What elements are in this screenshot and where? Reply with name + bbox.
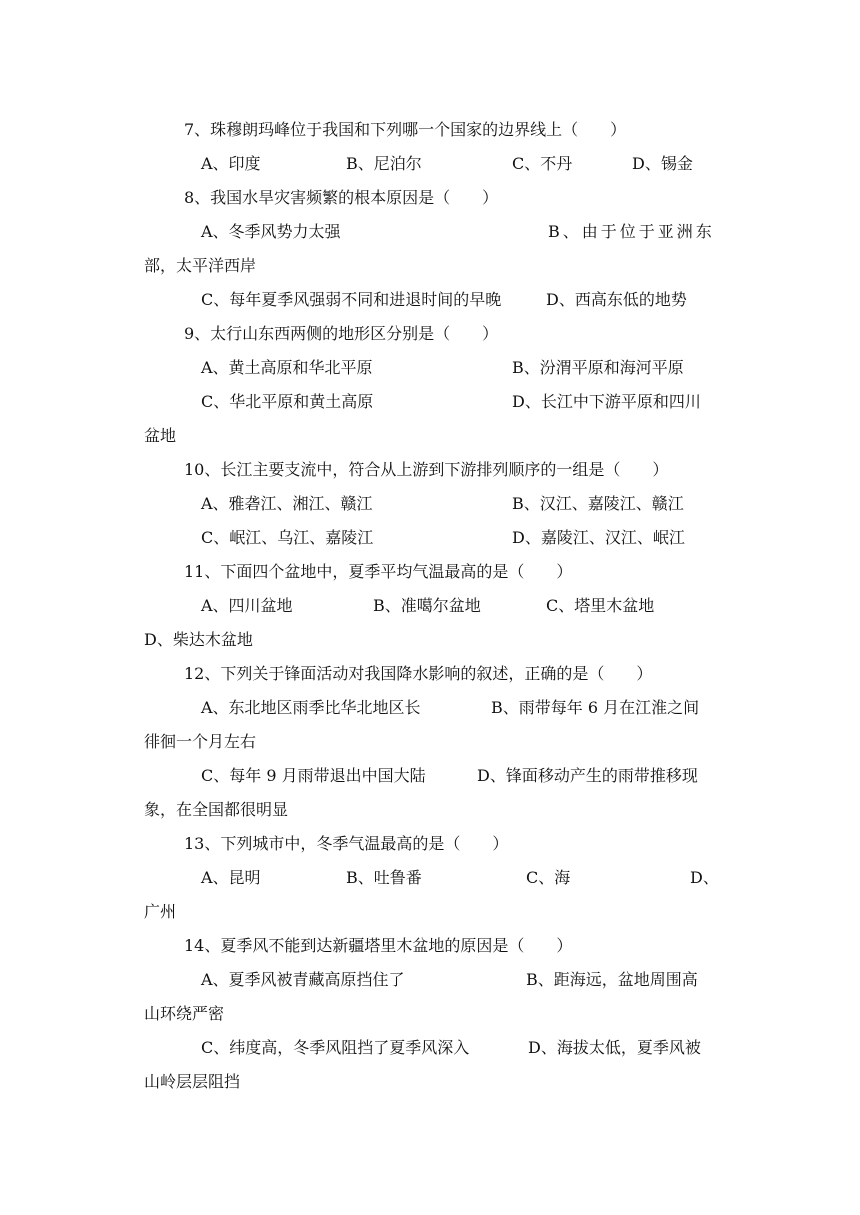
q9-option-d: D、长江中下游平原和四川 <box>512 392 701 411</box>
q13-option-d: D、 <box>690 868 719 887</box>
q10-option-d: D、嘉陵江、汉江、岷江 <box>512 528 685 547</box>
q14-option-d: D、海拔太低，夏季风被 <box>528 1038 701 1057</box>
q13-option-d-continued: 广州 <box>144 902 177 921</box>
q8-option-c: C、每年夏季风强弱不同和进退时间的早晚 <box>201 290 502 309</box>
q8-option-b: B、由于位于亚洲东 <box>548 222 715 241</box>
q7-option-c: C、不丹 <box>512 154 573 173</box>
q14-option-d-continued: 山岭层层阻挡 <box>144 1072 241 1091</box>
q12-option-d: D、锋面移动产生的雨带推移现 <box>477 766 698 785</box>
q9-option-d-continued: 盆地 <box>144 426 177 445</box>
q12-option-b-continued: 徘徊一个月左右 <box>144 732 257 751</box>
question-11-stem: 11、下面四个盆地中，夏季平均气温最高的是（ ） <box>184 562 573 581</box>
q14-option-b: B、距海远，盆地周围高 <box>526 970 698 989</box>
q11-option-b: B、准噶尔盆地 <box>373 596 481 615</box>
q10-option-b: B、汉江、嘉陵江、赣江 <box>512 494 684 513</box>
question-8-stem: 8、我国水旱灾害频繁的根本原因是（ ） <box>184 188 499 207</box>
q8-option-a: A、冬季风势力太强 <box>201 222 341 241</box>
q14-option-a: A、夏季风被青藏高原挡住了 <box>201 970 405 989</box>
q13-option-c: C、海 <box>526 868 571 887</box>
q12-option-b: B、雨带每年 6 月在江淮之间 <box>491 698 700 717</box>
question-12-stem: 12、下列关于锋面活动对我国降水影响的叙述，正确的是（ ） <box>184 664 653 683</box>
q11-option-d: D、柴达木盆地 <box>144 630 253 649</box>
q14-option-c: C、纬度高，冬季风阻挡了夏季风深入 <box>201 1038 470 1057</box>
q10-option-c: C、岷江、乌江、嘉陵江 <box>201 528 374 547</box>
q12-option-a: A、东北地区雨季比华北地区长 <box>201 698 421 717</box>
question-9-stem: 9、太行山东西两侧的地形区分别是（ ） <box>184 324 499 343</box>
q13-option-a: A、昆明 <box>201 868 261 887</box>
q7-option-a: A、印度 <box>201 154 261 173</box>
q9-option-a: A、黄土高原和华北平原 <box>201 358 373 377</box>
question-10-stem: 10、长江主要支流中，符合从上游到下游排列顺序的一组是（ ） <box>184 460 669 479</box>
q14-option-b-continued: 山环绕严密 <box>144 1004 225 1023</box>
q7-option-b: B、尼泊尔 <box>346 154 422 173</box>
q9-option-c: C、华北平原和黄土高原 <box>201 392 374 411</box>
q12-option-d-continued: 象，在全国都很明显 <box>144 800 289 819</box>
q11-option-c: C、塔里木盆地 <box>546 596 655 615</box>
q8-option-d: D、西高东低的地势 <box>546 290 687 309</box>
q10-option-a: A、雅砻江、湘江、赣江 <box>201 494 373 513</box>
q13-option-b: B、吐鲁番 <box>346 868 422 887</box>
q8-option-b-continued: 部，太平洋西岸 <box>144 256 257 275</box>
q11-option-a: A、四川盆地 <box>201 596 293 615</box>
question-13-stem: 13、下列城市中，冬季气温最高的是（ ） <box>184 834 509 853</box>
question-7-stem: 7、珠穆朗玛峰位于我国和下列哪一个国家的边界线上（ ） <box>184 120 627 139</box>
q12-option-c: C、每年 9 月雨带退出中国大陆 <box>201 766 426 785</box>
q9-option-b: B、汾渭平原和海河平原 <box>512 358 684 377</box>
q7-option-d: D、锡金 <box>632 154 693 173</box>
question-14-stem: 14、夏季风不能到达新疆塔里木盆地的原因是（ ） <box>184 936 573 955</box>
